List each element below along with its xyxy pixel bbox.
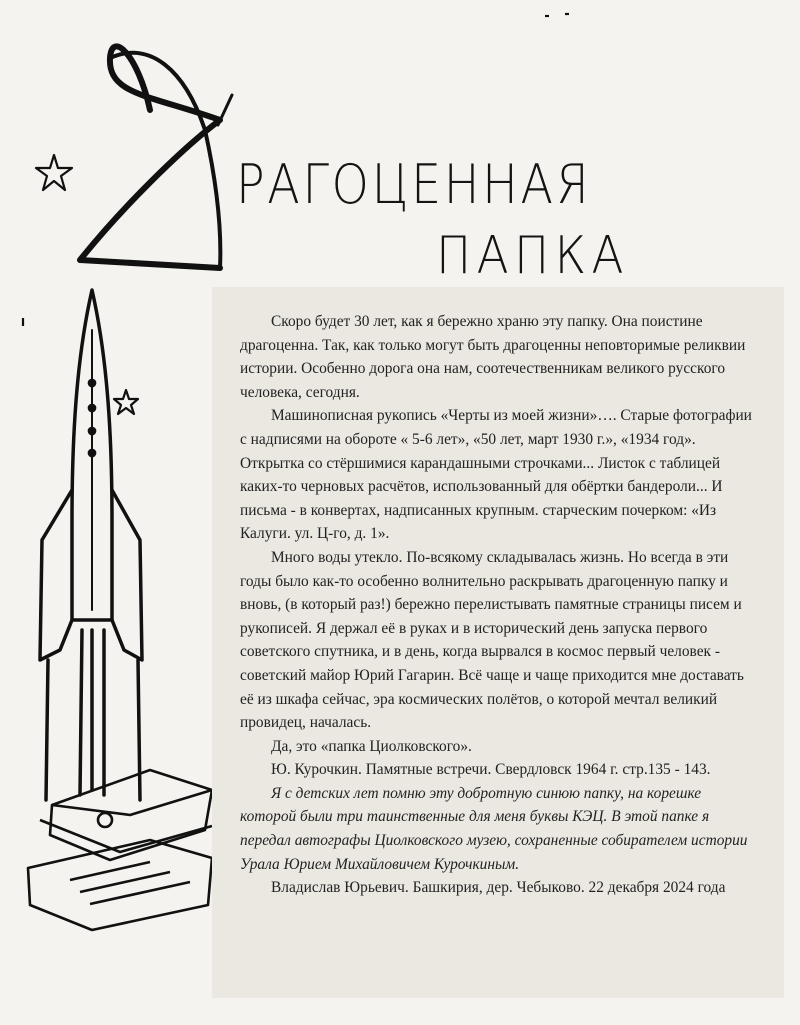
paragraph-1: Скоро будет 30 лет, как я бережно храню эту папку. Она поистине драгоценна. Так, как только могут быть драгоценны неповторимые реликвии истории. Особенно дорога она нам, соотечественникам великого русского человека, сегодня.	[240, 313, 746, 401]
paragraph-2: Машинописная рукопись «Черты из моей жизни»…. Старые фотографии с надписями на обороте « 5-6 лет», «50 лет, март 1930 г.», «1934 год». Открытка со стёршимися карандашными строчками... Листок с таблицей каких-то черновых расчётов, использованный для обёртки бандероли... И письма - в конвертах, надписанных крупным. старческим почерком: «Из Калуги. ул. Ц-го, д. 1».	[240, 407, 752, 543]
paragraph-5: Ю. Курочкин. Памятные встречи. Свердловск 1964 г. стр.135 - 143.	[271, 761, 711, 779]
signature: Владислав Юрьевич. Башкирия, дер. Чебыково. 22 декабря 2024 года	[271, 879, 726, 897]
rocket-drawing	[40, 290, 142, 800]
envelopes-drawing	[28, 770, 212, 930]
paragraph-3: Много воды утекло. По-всякому складывалась жизнь. Но всегда в эти годы было как-то особенно волнительно раскрывать драгоценную папку и вновь, (в который раз!) бережно перелистывать памятные страницы писем и рукописей. Я держал её в руках и в исторический день запуска первого советского спутника, и в день, когда вырвался в космос первый человек - советский майор Юрий Гагарин. Всё чаще и чаще приходится мне доставать её из шкафа сейчас, эра космических полётов, о которой мечтал великий провидец, началась.	[240, 548, 744, 732]
italic-note: Я с детских лет помню эту добротную синюю папку, на корешке которой были три таинственные для меня буквы КЭЦ. В этой папке я передал автографы Циолковского музею, сохраненные собирателем истории Урала Юрием Михайловичем Курочкиным.	[240, 784, 748, 873]
decorative-letter-d	[80, 46, 232, 268]
title-line-2: ПАПКА	[436, 226, 629, 286]
text-panel	[212, 287, 784, 998]
paragraph-4: Да, это «папка Циолковского».	[271, 737, 472, 755]
title-line-1: РАГОЦЕННАЯ	[236, 153, 592, 216]
